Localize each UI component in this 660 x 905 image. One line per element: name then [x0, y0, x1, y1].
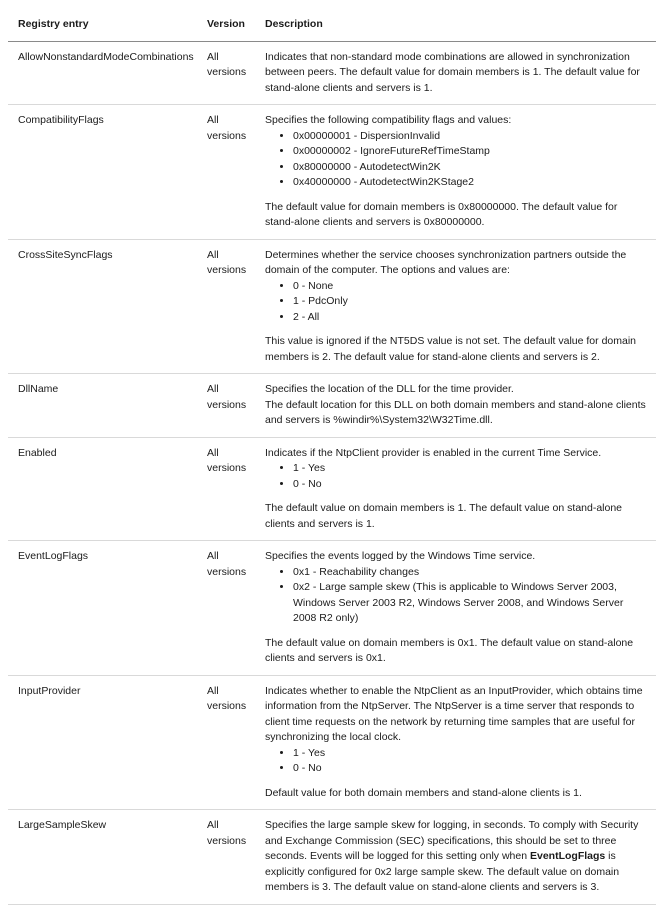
table-row — [8, 105, 656, 240]
bullet-list — [265, 279, 648, 326]
description-outro: The default value for domain members is 0x80000000. The default value for stand-alone clients and servers is 0x80000000. — [265, 200, 618, 228]
description-text-bold: EventLogFlags — [529, 850, 606, 862]
version-cell — [203, 437, 255, 541]
list-item: • 0 - No — [293, 761, 648, 777]
registry-entry-name: CrossSiteSyncFlags — [8, 239, 203, 374]
registry-entry-name: LargeSampleSkew — [8, 810, 203, 905]
table-row — [8, 810, 656, 905]
description-cell — [255, 437, 656, 541]
header-version: Version — [203, 8, 255, 41]
description-cell — [255, 810, 656, 905]
registry-entry-name: CompatibilityFlags — [8, 105, 203, 240]
list-item: • 0x2 - Large sample skew (This is applicable to Windows Server 2003, Windows Server 2003 R2, Windows Server 2008, and Windows Server 2008 R2 only) — [293, 580, 648, 627]
version-text: All versions — [207, 819, 247, 847]
registry-entry-name: InputProvider — [8, 675, 203, 810]
list-item: • 0x1 - Reachability changes — [293, 565, 648, 581]
header-registry-entry: Registry entry — [8, 8, 203, 41]
description-text: Indicates that non-standard mode combinations are allowed in synchronization between peers. The default value for domain members is 1. The default value for stand-alone clients and servers is 1. — [265, 50, 640, 94]
version-cell — [203, 239, 255, 374]
description-cell — [255, 675, 656, 810]
bullet-list — [265, 129, 648, 191]
list-item: • 0 - None — [293, 279, 648, 295]
table-row — [8, 437, 656, 541]
version-cell — [203, 810, 255, 905]
registry-entry-name: DllName — [8, 374, 203, 438]
version-text: All versions — [207, 446, 247, 474]
description-cell — [255, 541, 656, 676]
description-intro: Indicates whether to enable the NtpClient as an InputProvider, which obtains time information from the NtpServer. The NtpServer is a time server that responds to client time requests on the network by returning time samples that are useful for synchronizing the local clock. — [265, 684, 643, 743]
description-intro: Indicates if the NtpClient provider is enabled in the current Time Service. — [265, 446, 602, 459]
list-item: • 2 - All — [293, 310, 648, 326]
list-item: • 0 - No — [293, 477, 648, 493]
description-intro: Specifies the events logged by the Windows Time service. — [265, 550, 536, 562]
description-line: Specifies the location of the DLL for the time provider. — [265, 383, 514, 395]
table-row — [8, 239, 656, 374]
description-outro: This value is ignored if the NT5DS value is not set. The default value for domain members is 2. The default value for stand-alone clients and servers is 2. — [265, 335, 637, 363]
version-text: All versions — [207, 550, 247, 578]
version-text: All versions — [207, 684, 247, 712]
table-row — [8, 374, 656, 438]
registry-table — [8, 8, 656, 905]
list-item: • 1 - Yes — [293, 461, 648, 477]
list-item: • 0x40000000 - AutodetectWin2KStage2 — [293, 175, 648, 191]
bullet-list — [265, 461, 648, 492]
header-description: Description — [255, 8, 656, 41]
description-outro: Default value for both domain members and stand-alone clients is 1. — [265, 786, 582, 799]
version-text: All versions — [207, 114, 247, 142]
version-cell — [203, 675, 255, 810]
description-cell — [255, 105, 656, 240]
bullet-list — [265, 746, 648, 777]
description-line: The default location for this DLL on both domain members and stand-alone clients and servers is %windir%\System32\W32Time.dll. — [265, 398, 646, 426]
list-item: • 0x00000002 - IgnoreFutureRefTimeStamp — [293, 144, 648, 160]
version-cell — [203, 541, 255, 676]
registry-entry-name: Enabled — [8, 437, 203, 541]
registry-entry-name: AllowNonstandardModeCombinations — [18, 50, 194, 63]
description-text-before: Specifies the large sample skew for logging, in seconds. To comply with Security and Exchange Commission (SEC) specifications, this should be set to three seconds. Events will be logged for this setting only when — [265, 819, 639, 862]
description-cell — [255, 41, 656, 105]
table-row — [8, 541, 656, 676]
list-item: • 0x80000000 - AutodetectWin2K — [293, 160, 648, 176]
version-cell — [203, 105, 255, 240]
table-header-row — [8, 8, 656, 41]
registry-entry-name: EventLogFlags — [8, 541, 203, 676]
description-text — [265, 818, 648, 896]
description-intro: Specifies the following compatibility flags and values: — [265, 114, 512, 126]
version-text: All versions — [207, 383, 247, 411]
table-row — [8, 675, 656, 810]
list-item: • 0x00000001 - DispersionInvalid — [293, 129, 648, 145]
description-cell — [255, 374, 656, 438]
version-cell — [203, 374, 255, 438]
list-item: • 1 - Yes — [293, 746, 648, 762]
description-outro: The default value on domain members is 1. The default value on stand-alone clients and servers is 1. — [265, 502, 623, 530]
bullet-list — [265, 565, 648, 627]
version-cell — [203, 41, 255, 105]
description-intro: Determines whether the service chooses synchronization partners outside the domain of the computer. The options and values are: — [265, 248, 627, 276]
description-text-after: is explicitly configured for 0x2 large sample skew. The default value on domain members is 3. The default value on stand-alone clients and servers is 3. — [265, 850, 620, 893]
description-cell — [255, 239, 656, 374]
list-item: • 1 - PdcOnly — [293, 294, 648, 310]
version-text: All versions — [207, 248, 247, 276]
table-row — [8, 41, 656, 105]
description-outro: The default value on domain members is 0x1. The default value on stand-alone clients and servers is 0x1. — [265, 636, 634, 664]
version-text: All versions — [207, 50, 247, 78]
